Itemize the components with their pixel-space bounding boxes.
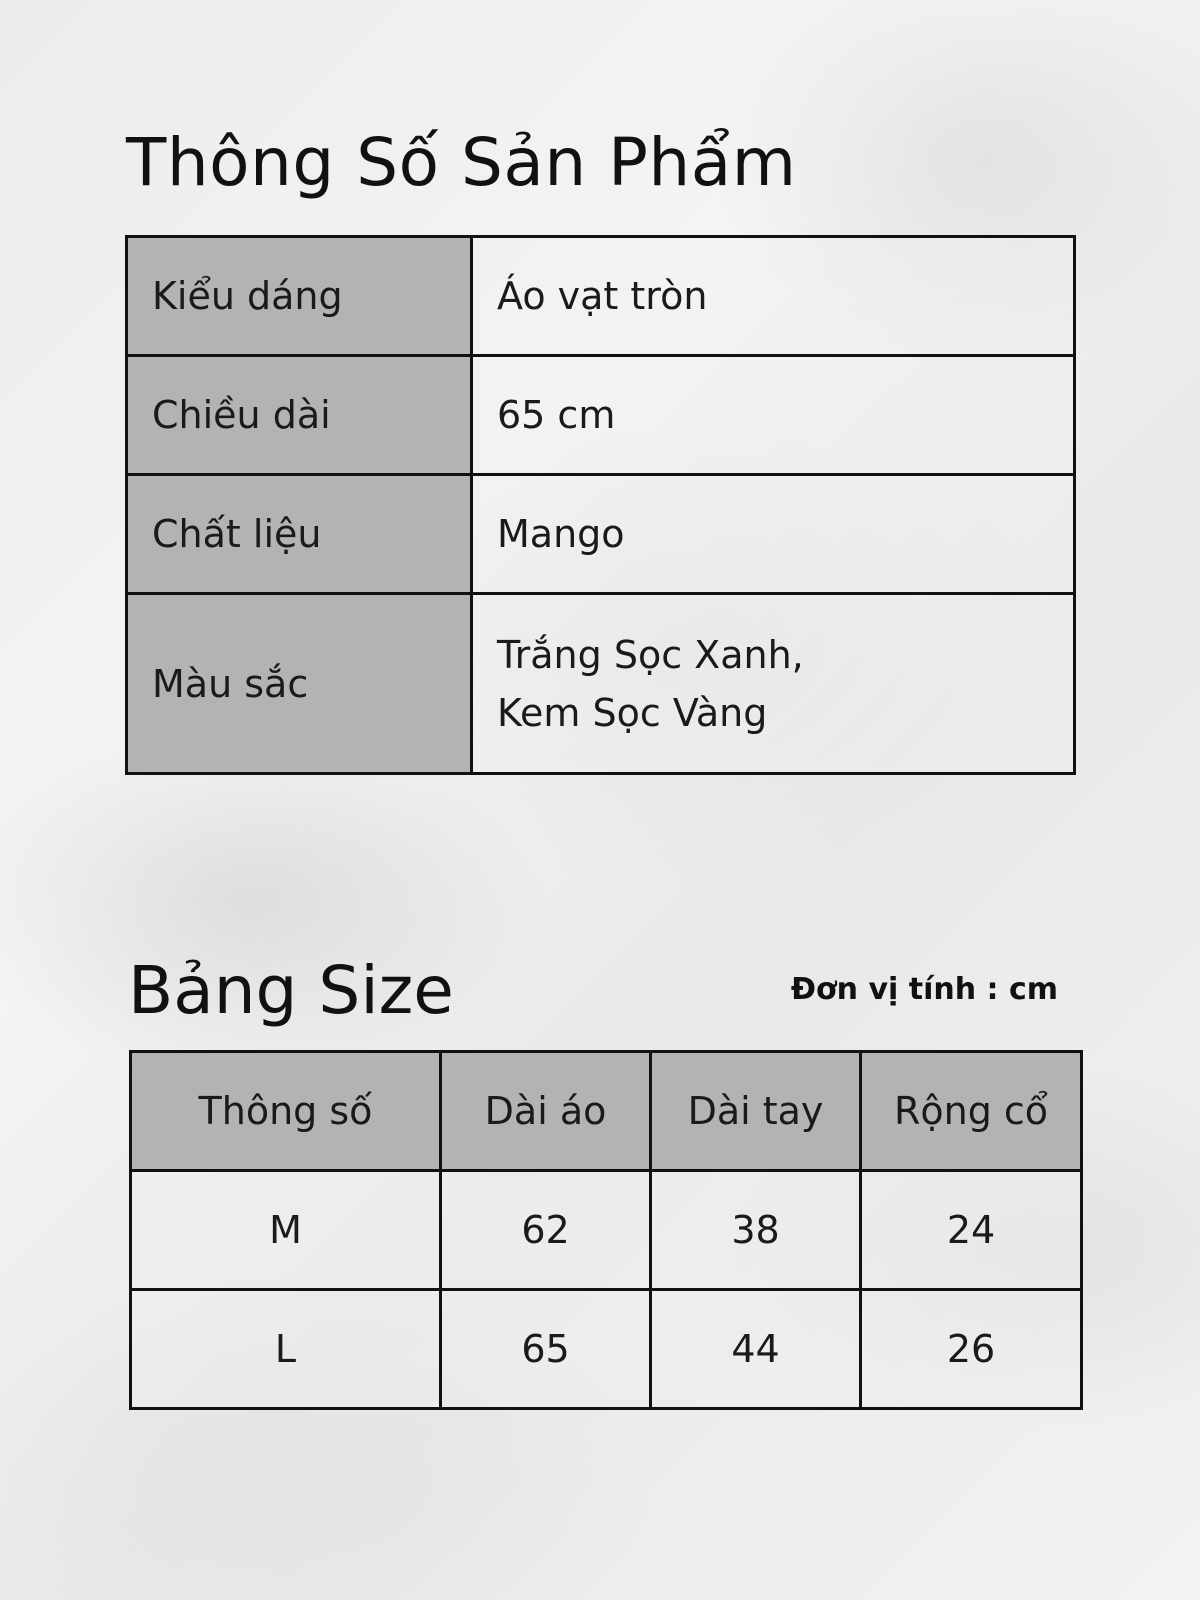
size-row-m (131, 1171, 1082, 1290)
size-row-l (131, 1290, 1082, 1409)
size-header-length: Dài áo (441, 1052, 651, 1171)
size-chart-title: Bảng Size (128, 952, 454, 1029)
size-cell-name: L (131, 1290, 441, 1409)
size-cell-neck: 26 (861, 1290, 1082, 1409)
spec-value-material: Mango (472, 475, 1075, 594)
size-header-spec: Thông số (131, 1052, 441, 1171)
size-cell-name: M (131, 1171, 441, 1290)
size-header-neck: Rộng cổ (861, 1052, 1082, 1171)
product-spec-table (125, 235, 1076, 775)
size-cell-neck: 24 (861, 1171, 1082, 1290)
spec-value-color-line-2: Kem Sọc Vàng (497, 690, 768, 735)
size-chart-table (129, 1050, 1083, 1410)
size-cell-sleeve: 38 (651, 1171, 861, 1290)
page-title: Thông Số Sản Phẩm (126, 124, 797, 201)
size-cell-length: 62 (441, 1171, 651, 1290)
size-cell-sleeve: 44 (651, 1290, 861, 1409)
spec-value-color-line-1: Trắng Sọc Xanh, (497, 632, 804, 677)
spec-value-color (472, 594, 1075, 774)
spec-label-color: Màu sắc (127, 594, 472, 774)
spec-value-length: 65 cm (472, 356, 1075, 475)
unit-note: Đơn vị tính : cm (790, 972, 1058, 1007)
spec-label-material: Chất liệu (127, 475, 472, 594)
spec-row-style (127, 237, 1075, 356)
spec-value-style: Áo vạt tròn (472, 237, 1075, 356)
size-header-sleeve: Dài tay (651, 1052, 861, 1171)
spec-row-material (127, 475, 1075, 594)
spec-row-length (127, 356, 1075, 475)
spec-label-style: Kiểu dáng (127, 237, 472, 356)
size-header-row (131, 1052, 1082, 1171)
spec-row-color (127, 594, 1075, 774)
spec-label-length: Chiều dài (127, 356, 472, 475)
size-cell-length: 65 (441, 1290, 651, 1409)
